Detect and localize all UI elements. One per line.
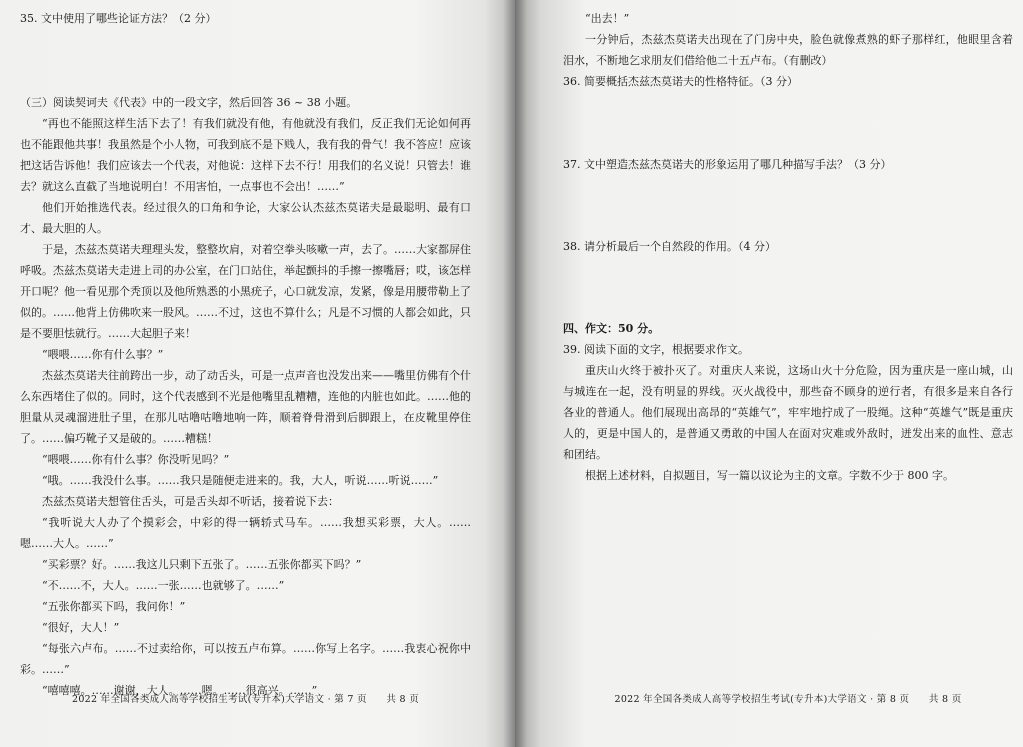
- paragraph: 重庆山火终于被扑灭了。对重庆人来说，这场山火十分危险，因为重庆是一座山城，山与城连在一起，没有明显的界线。灭火战役中，那些奋不顾身的逆行者，有很多是来自各行各业的普通人。他们展现出高昂的“英雄气”，牢牢地拧成了一股绳。这种“英雄气”既是重庆人的，更是中国人的，是普通又勇敢的中国人在面对灾难或外敌时，迸发出来的血性、意志和团结。: [563, 364, 1013, 461]
- page-right: [515, 0, 1023, 747]
- question-37: 37. 文中塑造杰兹杰莫诺夫的形象运用了哪几种描写手法？（3 分）: [563, 158, 892, 171]
- passage: [20, 113, 471, 701]
- essay-prompt: [563, 360, 1013, 486]
- paragraph: “我听说大人办了个摸彩会，中彩的得一辆轿式马车。……我想买彩票，大人。……嗯……大人。……”: [20, 516, 471, 550]
- paragraph: “五张你都买下吗，我问你！”: [42, 600, 186, 613]
- question-35: 35. 文中使用了哪些论证方法？（2 分）: [20, 12, 217, 25]
- paragraph: “不……不，大人。……一张……也就够了。……”: [42, 579, 285, 592]
- paragraph: “哦。……我没什么事。……我只是随便走进来的。我，大人，听说……听说……”: [42, 474, 439, 487]
- paragraph: 一分钟后，杰兹杰莫诺夫出现在了门房中央，脸色就像煮熟的虾子那样红，他眼里含着泪水，不断地乞求朋友们借给他二十五卢布。（有删改）: [563, 33, 1013, 67]
- paragraph: 他们开始推选代表。经过很久的口角和争论，大家公认杰兹杰莫诺夫是最聪明、最有口才、最大胆的人。: [20, 201, 471, 235]
- paragraph: 杰兹杰莫诺夫想管住舌头，可是舌头却不听话，接着说下去：: [42, 495, 339, 508]
- paragraph: 杰兹杰莫诺夫往前跨出一步，动了动舌头，可是一点声音也没发出来——嘴里仿佛有个什么东西堵住了似的。同时，这个代表感到不光是他嘴里乱糟糟，连他的内脏也如此。……他的胆量从灵魂溜进肚子里，在那儿咕噜咕噜地响一阵，顺着脊骨滑到后脚跟上，在皮靴里停住了。……偏巧靴子又是破的。……糟糕！: [20, 369, 471, 445]
- question-39: 39. 阅读下面的文字，根据要求作文。: [563, 343, 749, 356]
- paragraph: “再也不能照这样生活下去了！有我们就没有他，有他就没有我们，反正我们无论如何再也不能跟他共事！我虽然是个小人物，可我到底不是下贱人，我有我的骨气！我不答应！应该把这话告诉他！我们应该去一个代表，对他说：这样下去不行！用我们的名义说！只管去！谁去？就这么直截了当地说明白！不用害怕，一点事也不会出！……”: [20, 117, 471, 193]
- answer-space: [563, 92, 1013, 154]
- book-gutter: [503, 0, 527, 747]
- page-footer: 2022 年全国各类成人高等学校招生考试(专升本)大学语文 · 第 7 页 共 8 页: [71, 694, 420, 705]
- paragraph: “嘻嘻嘻。……谢谢，大人。……嗯。……很高兴。……”: [42, 684, 318, 697]
- paragraph: “出去！”: [585, 12, 630, 25]
- answer-space: [563, 175, 1013, 236]
- page-footer: 2022 年全国各类成人高等学校招生考试(专升本)大学语文 · 第 8 页 共 8 页: [614, 694, 962, 705]
- paragraph: “买彩票？好。……我这儿只剩下五张了。……五张你都买下吗？”: [42, 558, 362, 571]
- answer-space: [20, 29, 471, 92]
- paragraph: “喂喂……你有什么事？”: [42, 348, 164, 361]
- section-4-title: 四、作文：50 分。: [563, 322, 660, 335]
- passage-continued: [563, 8, 1013, 71]
- paragraph: 于是，杰兹杰莫诺夫理理头发，整整坎肩，对着空拳头咳嗽一声，去了。……大家都屏住呼吸。杰兹杰莫诺夫走进上司的办公室，在门口站住，举起颤抖的手擦一擦嘴唇；哎，该怎样开口呢？他一看见那个秃顶以及他所熟悉的小黑疣子，心口就发凉，发紧，像是用腰带勒上了似的。……他背上仿佛吹来一股风。……不过，这也不算什么；凡是不习惯的人都会如此，只是不要胆怯就行。……大起胆子来！: [20, 243, 471, 340]
- answer-space: [563, 257, 1013, 318]
- paragraph: “每张六卢布。……不过卖给你，可以按五卢布算。……你写上名字。……我衷心祝你中彩。……”: [20, 642, 471, 676]
- question-36: 36. 简要概括杰兹杰莫诺夫的性格特征。（3 分）: [563, 75, 798, 88]
- paragraph: “很好，大人！”: [42, 621, 120, 634]
- paragraph: 根据上述材料，自拟题目，写一篇以议论为主的文章。字数不少于 800 字。: [585, 469, 954, 482]
- paragraph: “喂喂……你有什么事？你没听见吗？”: [42, 453, 230, 466]
- section-intro: （三）阅读契诃夫《代表》中的一段文字，然后回答 36 ~ 38 小题。: [20, 96, 358, 109]
- question-38: 38. 请分析最后一个自然段的作用。（4 分）: [563, 240, 776, 253]
